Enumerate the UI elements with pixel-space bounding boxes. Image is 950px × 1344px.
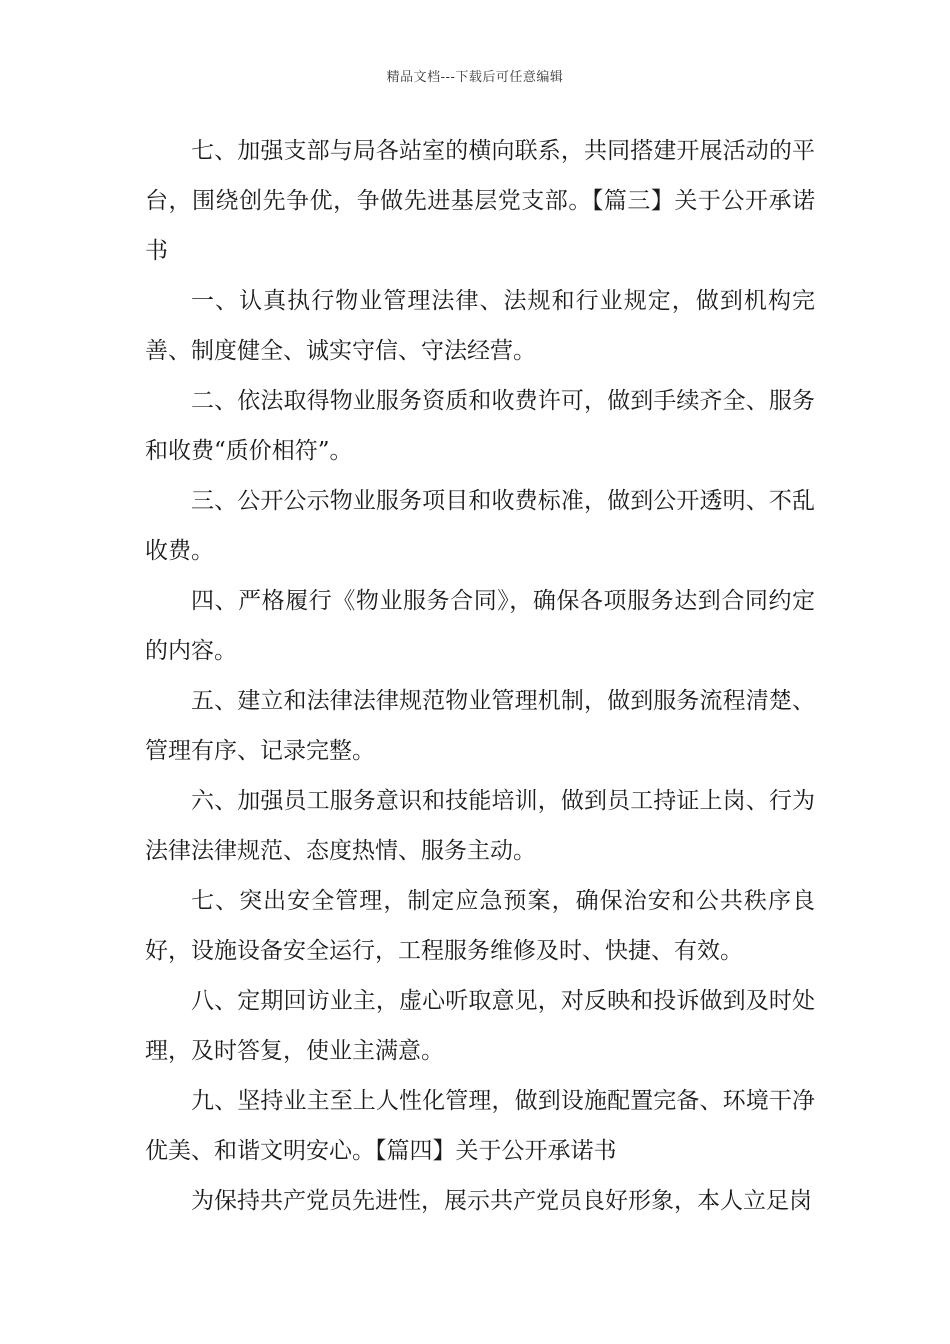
paragraph: 一、认真执行物业管理法律、法规和行业规定，做到机构完善、制度健全、诚实守信、守法经营。 xyxy=(145,288,815,364)
paragraph: 五、建立和法律法律规范物业管理机制，做到服务流程清楚、管理有序、记录完整。 xyxy=(145,688,815,764)
document-body xyxy=(145,126,815,1226)
paragraph: 六、加强员工服务意识和技能培训，做到员工持证上岗、行为法律法律规范、态度热情、服务主动。 xyxy=(145,788,815,864)
page-header: 精品文档---下载后可任意编辑 xyxy=(386,70,564,85)
paragraph: 为保持共产党员先进性，展示共产党员良好形象，本人立足岗 xyxy=(191,1188,812,1214)
paragraph: 三、公开公示物业服务项目和收费标准，做到公开透明、不乱收费。 xyxy=(145,488,815,564)
paragraph: 二、依法取得物业服务资质和收费许可，做到手续齐全、服务和收费“质价相符”。 xyxy=(145,388,815,464)
paragraph: 四、严格履行《物业服务合同》，确保各项服务达到合同约定的内容。 xyxy=(145,588,815,664)
paragraph: 七、突出安全管理，制定应急预案，确保治安和公共秩序良好，设施设备安全运行，工程服务维修及时、快捷、有效。 xyxy=(145,888,815,964)
paragraph: 七、加强支部与局各站室的横向联系，共同搭建开展活动的平台，围绕创先争优，争做先进基层党支部。【篇三】关于公开承诺书 xyxy=(145,138,815,264)
paragraph: 九、坚持业主至上人性化管理，做到设施配置完备、环境干净优美、和谐文明安心。【篇四】关于公开承诺书 xyxy=(145,1088,815,1164)
paragraph: 八、定期回访业主，虚心听取意见，对反映和投诉做到及时处理，及时答复，使业主满意。 xyxy=(145,988,815,1064)
